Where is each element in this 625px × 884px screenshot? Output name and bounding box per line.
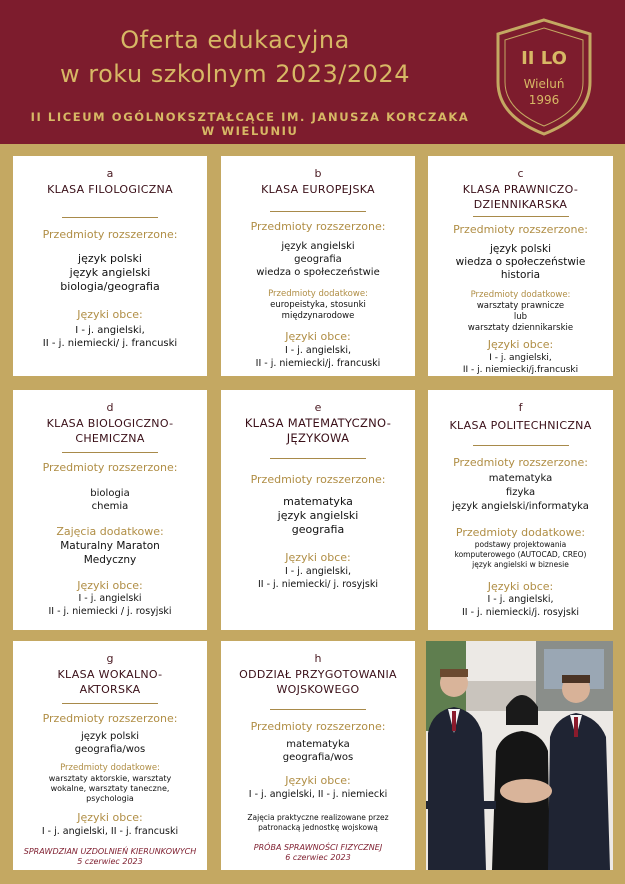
class-letter: b: [314, 167, 322, 180]
subjects-list: język angielski geografia wiedza o społeczeństwie: [256, 241, 380, 278]
class-card-g: [13, 641, 207, 870]
divider: [62, 703, 158, 704]
languages-list: I - j. angielski, II - j. niemiecki/j. rosyjski: [461, 594, 580, 618]
class-letter: a: [106, 167, 114, 180]
languages-label: Języki obce:: [77, 811, 143, 824]
languages-label: Języki obce:: [77, 579, 143, 592]
fitness-test-note: PRÓBA SPRAWNOŚCI FIZYCZNEJ 6 czerwiec 2023: [253, 843, 383, 862]
class-letter: h: [314, 652, 322, 665]
class-letter: e: [314, 401, 322, 414]
divider: [62, 452, 158, 453]
extra-label: Przedmioty dodatkowe:: [470, 290, 571, 300]
class-card-b: [221, 156, 415, 376]
divider: [473, 216, 569, 217]
class-name: KLASA PRAWNICZO- DZIENNIKARSKA: [462, 183, 579, 211]
students-photo-illustration: [426, 641, 613, 870]
languages-list: I - j. angielski, II - j. niemiecki/ j. francuski: [42, 325, 178, 349]
class-card-d: [13, 390, 207, 630]
svg-text:Wieluń: Wieluń: [523, 77, 565, 91]
languages-list: I - j. angielski, II - j. niemiecki/ j. rosyjski: [257, 566, 379, 590]
extra-label: Przedmioty dodatkowe:: [268, 289, 368, 299]
subjects-list: biologia chemia: [90, 488, 130, 512]
extra-list: Maturalny Maraton Medyczny: [60, 540, 160, 566]
page-title-line2: w roku szkolnym 2023/2024: [60, 60, 410, 88]
page-title-line1: Oferta edukacyjna: [120, 26, 350, 54]
subjects-label: Przedmioty rozszerzone:: [453, 223, 588, 236]
class-letter: d: [106, 401, 114, 414]
class-name: KLASA FILOLOGICZNA: [47, 183, 173, 196]
divider: [473, 445, 569, 446]
subjects-label: Przedmioty rozszerzone:: [42, 461, 178, 474]
subjects-list: język polski język angielski biologia/geografia: [60, 252, 160, 293]
extra-label: Przedmioty dodatkowe:: [455, 526, 586, 539]
class-name: KLASA WOKALNO- AKTORSKA: [57, 668, 163, 696]
class-letter: c: [517, 167, 524, 180]
class-name: KLASA BIOLOGICZNO- CHEMICZNA: [46, 417, 174, 445]
extra-list: warsztaty prawnicze lub warsztaty dziennikarskie: [467, 301, 574, 333]
subjects-label: Przedmioty rozszerzone:: [250, 473, 386, 486]
class-card-e: [221, 390, 415, 630]
svg-text:II LO: II LO: [521, 48, 567, 69]
languages-label: Języki obce:: [77, 308, 143, 321]
subjects-list: matematyka fizyka język angielski/informatyka: [452, 473, 589, 512]
extra-list: podstawy projektowania komputerowego (AUTOCAD, CREO) język angielski w biznesie: [454, 540, 587, 569]
class-card-h: [221, 641, 415, 870]
school-name-line2: W WIELUNIU: [201, 124, 299, 138]
divider: [270, 211, 366, 212]
class-name: KLASA MATEMATYCZNO- JĘZYKOWA: [244, 416, 392, 445]
class-name: KLASA POLITECHNICZNA: [449, 419, 592, 432]
aptitude-test-note: SPRAWDZIAN UZDOLNIEŃ KIERUNKOWYCH 5 czerwiec 2023: [23, 847, 197, 866]
divider: [270, 458, 366, 459]
military-training-note: Zajęcia praktyczne realizowane przez patronacką jednostkę wojskową: [247, 813, 389, 832]
subjects-label: Przedmioty rozszerzone:: [453, 456, 588, 469]
header-banner: [0, 0, 625, 144]
school-logo-icon: [494, 18, 594, 136]
class-card-c: [428, 156, 613, 376]
extra-list: warsztaty aktorskie, warsztaty wokalne, warsztaty taneczne, psychologia: [48, 774, 172, 803]
class-card-a: [13, 156, 207, 376]
languages-label: Języki obce:: [285, 551, 351, 564]
class-card-f: [428, 390, 613, 630]
subjects-label: Przedmioty rozszerzone:: [250, 720, 386, 733]
languages-label: Języki obce:: [285, 774, 351, 787]
class-name: ODDZIAŁ PRZYGOTOWANIA WOJSKOWEGO: [239, 668, 397, 696]
subjects-list: matematyka język angielski geografia: [277, 495, 359, 536]
subjects-label: Przedmioty rozszerzone:: [42, 712, 178, 725]
extra-label: Przedmioty dodatkowe:: [60, 763, 160, 773]
subjects-label: Przedmioty rozszerzone:: [250, 220, 386, 233]
school-name-line1: II LICEUM OGÓLNOKSZTAŁCĄCE IM. JANUSZA KORCZAKA: [30, 110, 470, 124]
subjects-list: język polski wiedza o społeczeństwie historia: [455, 243, 586, 281]
class-letter: g: [106, 652, 114, 665]
subjects-list: język polski geografia/wos: [74, 731, 146, 755]
languages-list: I - j. angielski II - j. niemiecki / j. rosyjski: [48, 593, 172, 617]
languages-label: Języki obce:: [487, 580, 554, 593]
students-photo: [426, 641, 613, 870]
languages-list: I - j. angielski, II - j. niemiecki: [248, 789, 388, 800]
languages-list: I - j. angielski, II - j. francuski: [41, 826, 179, 837]
extra-label: Zajęcia dodatkowe:: [56, 525, 164, 538]
subjects-label: Przedmioty rozszerzone:: [42, 228, 178, 241]
class-name: KLASA EUROPEJSKA: [261, 183, 375, 196]
divider: [270, 709, 366, 710]
languages-list: I - j. angielski, II - j. niemiecki/j.francuski: [462, 353, 579, 375]
languages-label: Języki obce:: [285, 330, 351, 343]
svg-text:1996: 1996: [528, 93, 560, 107]
languages-list: I - j. angielski, II - j. niemiecki/j. francuski: [255, 345, 381, 369]
class-letter: f: [518, 401, 523, 414]
subjects-list: matematyka geografia/wos: [282, 739, 354, 763]
languages-label: Języki obce:: [487, 338, 554, 351]
divider: [62, 217, 158, 218]
extra-list: europeistyka, stosunki międzynarodowe: [270, 300, 366, 321]
